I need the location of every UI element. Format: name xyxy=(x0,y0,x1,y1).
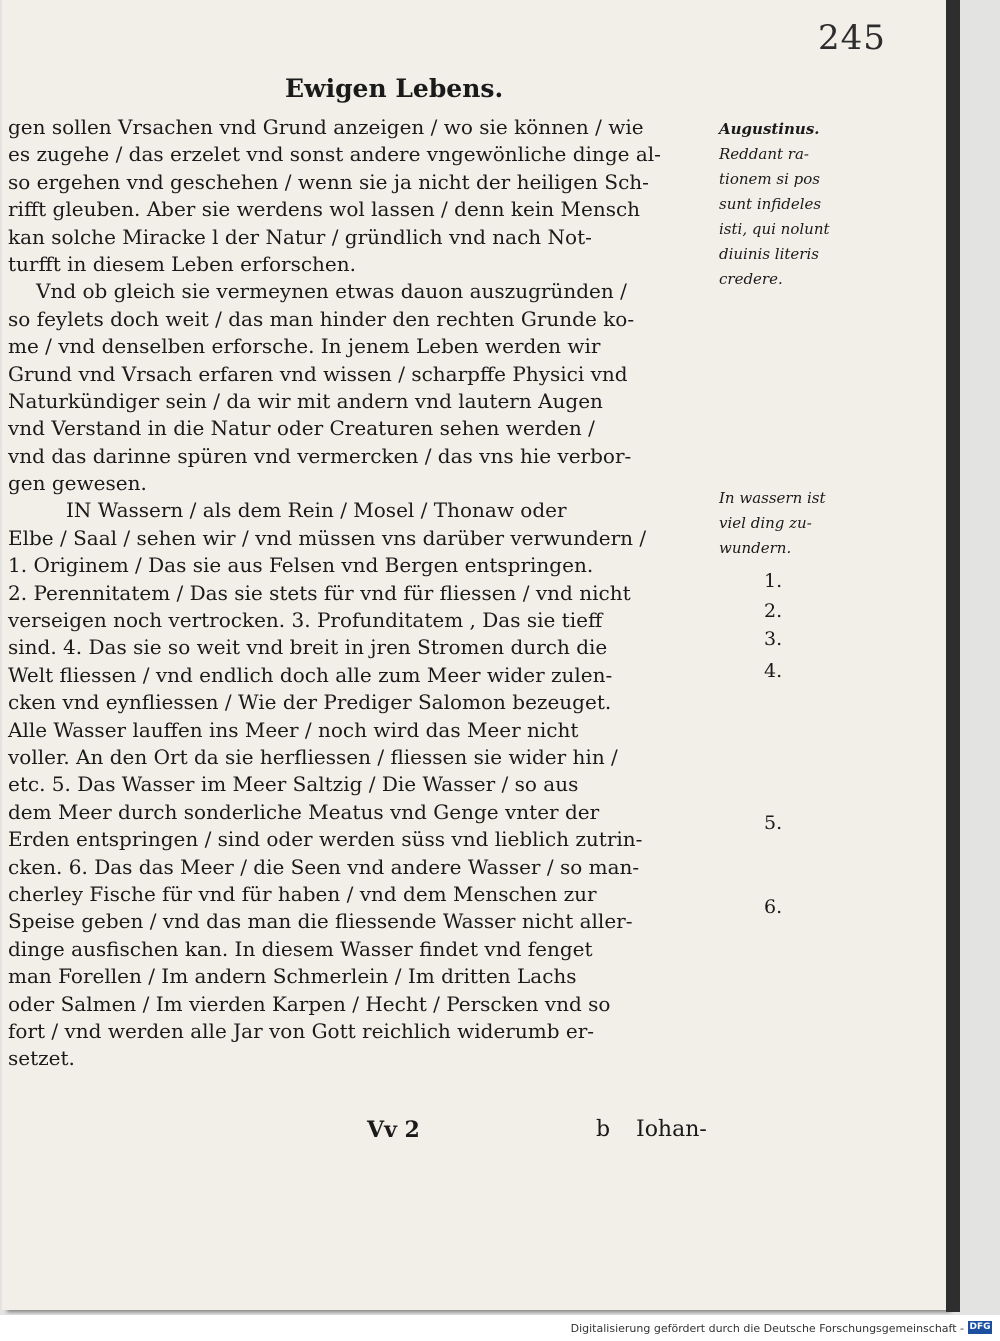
margin-note-line: isti, qui nolunt xyxy=(719,220,830,238)
margin-number: 3. xyxy=(764,628,783,650)
text-line: setzet. xyxy=(8,1046,75,1071)
text-line: turfft in diesem Leben erforschen. xyxy=(8,251,356,276)
catchword: Iohan- xyxy=(636,1117,707,1142)
margin-note-line: In wassern ist xyxy=(719,489,826,507)
margin-number: 6. xyxy=(764,896,783,918)
margin-number: 2. xyxy=(764,600,783,622)
text-line: Grund vnd Vrsach erfaren vnd wissen / scharpffe Physici vnd xyxy=(8,361,628,386)
margin-number: 1. xyxy=(764,570,783,592)
text-line: cken vnd eynfliessen / Wie der Prediger Salomon bezeuget. xyxy=(8,690,612,715)
footer-credit: Digitalisierung gefördert durch die Deutsche Forschungsgemeinschaft - xyxy=(570,1322,964,1335)
margin-note-line: credere. xyxy=(719,270,783,288)
text-line: gen gewesen. xyxy=(8,471,147,496)
body-text xyxy=(8,114,713,1073)
text-line: so ergehen vnd geschehen / wenn sie ja nicht der heiligen Sch- xyxy=(8,169,649,194)
margin-note-line: tionem si pos xyxy=(719,170,820,188)
text-line: Alle Wasser lauffen ins Meer / noch wird das Meer nicht xyxy=(8,717,579,742)
text-line: dinge ausfischen kan. In diesem Wasser findet vnd fenget xyxy=(8,936,593,961)
running-header: Ewigen Lebens. xyxy=(285,74,504,103)
text-line: vnd das darinne spüren vnd vermercken / das vns hie verbor- xyxy=(8,443,632,468)
margin-note-line: sunt infideles xyxy=(719,195,822,213)
text-line: IN Wassern / als dem Rein / Mosel / Thonaw oder xyxy=(66,498,567,523)
text-line: oder Salmen / Im vierden Karpen / Hecht / Perscken vnd so xyxy=(8,991,611,1016)
text-line: Erden entspringen / sind oder werden süss vnd lieblich zutrin- xyxy=(8,827,643,852)
text-line: Naturkündiger sein / da wir mit andern vnd lautern Augen xyxy=(8,388,603,413)
margin-note-wassern xyxy=(719,486,844,561)
page-edge-shadow xyxy=(946,0,960,1312)
margin-note-line: diuinis literis xyxy=(719,245,819,263)
text-line: man Forellen / Im andern Schmerlein / Im dritten Lachs xyxy=(8,964,577,989)
text-line: kan solche Miracke l der Natur / gründlich vnd nach Not- xyxy=(8,224,592,249)
margin-number: 4. xyxy=(764,660,783,682)
text-line: cken. 6. Das das Meer / die Seen vnd andere Wasser / so man- xyxy=(8,854,640,879)
margin-number: 5. xyxy=(764,812,783,834)
text-line: voller. An den Ort da sie herfliessen / fliessen sie wider hin / xyxy=(8,744,618,769)
text-line: cherley Fische für vnd für haben / vnd dem Menschen zur xyxy=(8,881,597,906)
text-line: es zugehe / das erzelet vnd sonst andere vngewönliche dinge al- xyxy=(8,142,661,167)
text-line: Welt fliessen / vnd endlich doch alle zum Meer wider zulen- xyxy=(8,662,613,687)
text-line: sind. 4. Das sie so weit vnd breit in jren Stromen durch die xyxy=(8,635,608,660)
margin-note-line: Reddant ra- xyxy=(719,145,809,163)
margin-note-line: viel ding zu- xyxy=(719,514,812,532)
text-line: etc. 5. Das Wasser im Meer Saltzig / Die Wasser / so aus xyxy=(8,772,579,797)
text-line: verseigen noch vertrocken. 3. Profunditatem , Das sie tieff xyxy=(8,608,603,633)
margin-note-augustinus xyxy=(719,117,844,292)
text-line: 1. Originem / Das sie aus Felsen vnd Bergen entspringen. xyxy=(8,553,594,578)
text-line: Elbe / Saal / sehen wir / vnd müssen vns darüber verwundern / xyxy=(8,525,647,550)
folio-number: 245 xyxy=(818,18,886,58)
text-line: Vnd ob gleich sie vermeynen etwas dauon auszugründen / xyxy=(36,279,627,304)
margin-note-line: wundern. xyxy=(719,539,792,557)
text-line: dem Meer durch sonderliche Meatus vnd Genge vnter der xyxy=(8,799,600,824)
text-line: gen sollen Vrsachen vnd Grund anzeigen / wo sie können / wie xyxy=(8,115,644,139)
text-line: 2. Perennitatem / Das sie stets für vnd für fliessen / vnd nicht xyxy=(8,580,631,605)
dfg-logo: DFG xyxy=(969,1322,991,1332)
signature-letter: b xyxy=(596,1117,611,1142)
signature-mark: Vv 2 xyxy=(367,1117,420,1143)
text-line: fort / vnd werden alle Jar von Gott reichlich widerumb er- xyxy=(8,1018,595,1043)
text-line: me / vnd denselben erforsche. In jenem Leben werden wir xyxy=(8,334,601,359)
text-line: vnd Verstand in die Natur oder Creaturen sehen werden / xyxy=(8,416,595,441)
text-line: rifft gleuben. Aber sie werdens wol lassen / denn kein Mensch xyxy=(8,197,641,222)
margin-note-line: Augustinus. xyxy=(719,120,820,138)
text-line: Speise geben / vnd das man die fliessende Wasser nicht aller- xyxy=(8,909,633,934)
text-line: so feylets doch weit / das man hinder den rechten Grunde ko- xyxy=(8,306,635,331)
